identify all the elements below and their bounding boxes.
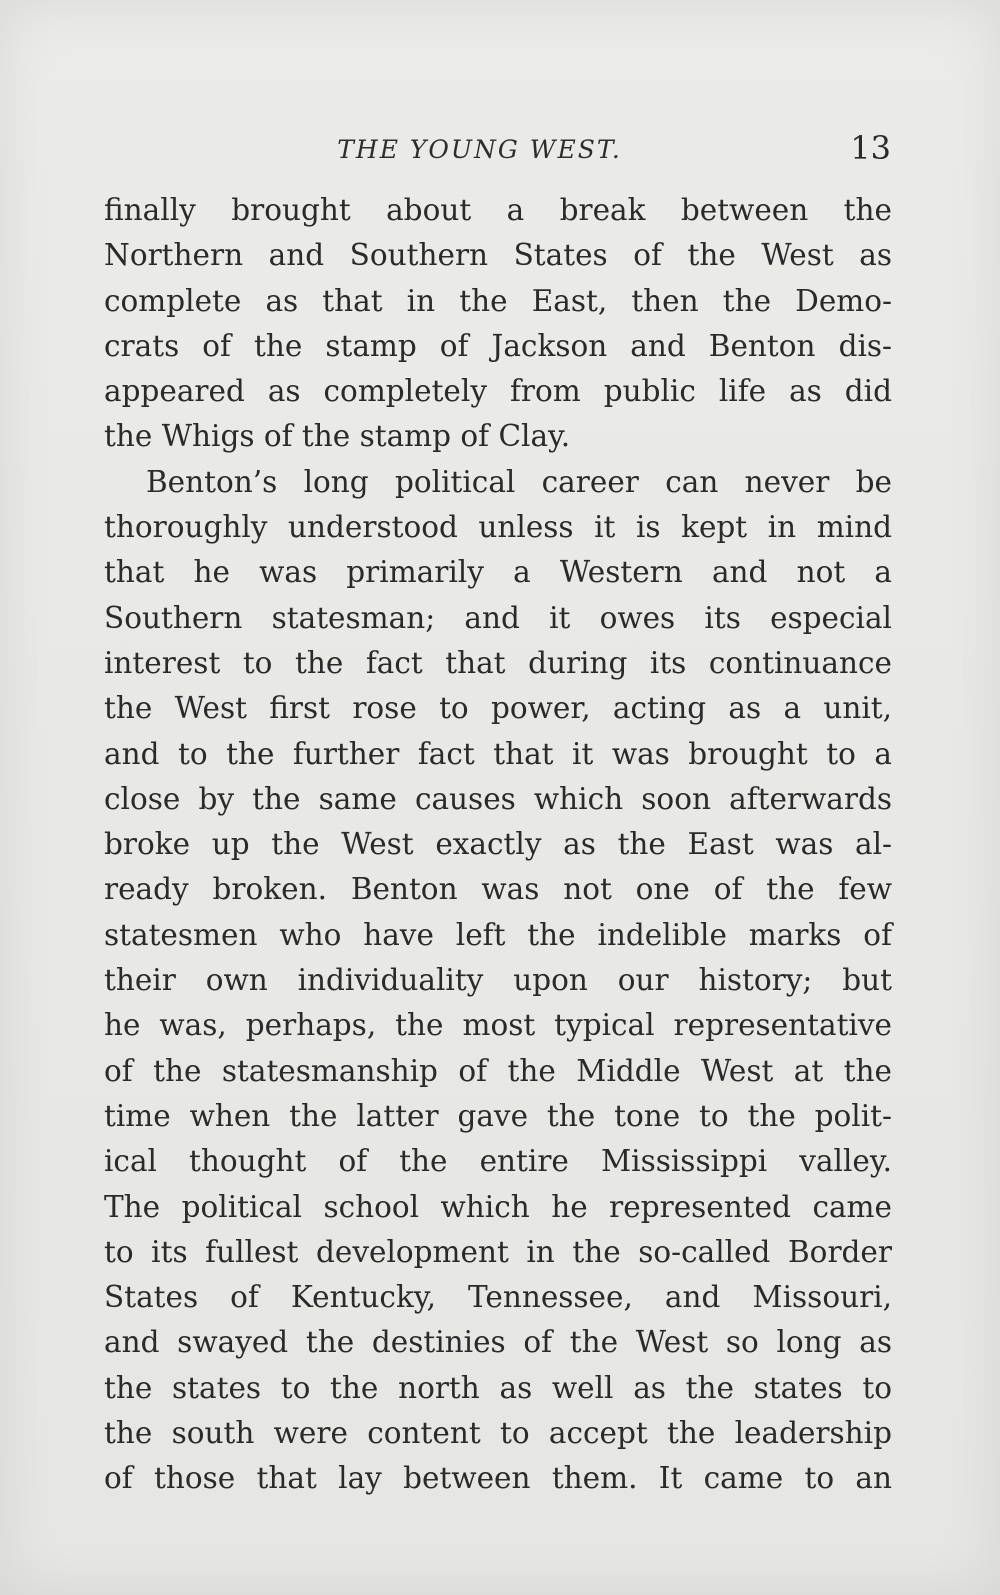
text-line: thoroughly understood unless it is kept in mind <box>104 510 892 545</box>
text-line: ready broken. Benton was not one of the few <box>104 872 892 907</box>
text-line: their own individuality upon our history; but <box>104 963 892 998</box>
text-line: Benton’s long political career can never be <box>146 464 892 499</box>
page-number: 13 <box>850 129 891 167</box>
text-line: States of Kentucky, Tennessee, and Missouri, <box>104 1280 892 1315</box>
page-header <box>108 125 891 175</box>
text-line: broke up the West exactly as the East was al- <box>104 827 892 862</box>
text-line: of the statesmanship of the Middle West at the <box>104 1053 892 1088</box>
text-line: interest to the fact that during its continuance <box>104 645 892 680</box>
text-line: he was, perhaps, the most typical representative <box>104 1008 892 1043</box>
text-line: the states to the north as well as the states to <box>104 1370 892 1405</box>
running-head: THE YOUNG WEST. <box>337 135 622 164</box>
text-line: The political school which he represented came <box>104 1189 892 1224</box>
text-line: statesmen who have left the indelible marks of <box>104 917 892 952</box>
text-line: that he was primarily a Western and not a <box>104 555 892 590</box>
text-line: the Whigs of the stamp of Clay. <box>104 419 571 454</box>
text-line: time when the latter gave the tone to the polit- <box>104 1098 892 1133</box>
text-line: of those that lay between them. It came to an <box>104 1461 892 1496</box>
text-line: to its fullest development in the so-called Border <box>104 1234 892 1269</box>
text-line: close by the same causes which soon afterwards <box>104 781 892 816</box>
text-line: Southern statesman; and it owes its especial <box>104 600 892 635</box>
body-text <box>104 188 892 1502</box>
text-line: complete as that in the East, then the Demo- <box>104 283 892 318</box>
text-line: appeared as completely from public life as did <box>104 374 892 409</box>
text-line: the south were content to accept the leadership <box>104 1416 892 1451</box>
text-line: and to the further fact that it was brought to a <box>104 736 892 771</box>
text-line: crats of the stamp of Jackson and Benton dis- <box>104 328 892 363</box>
text-line: ical thought of the entire Mississippi valley. <box>104 1144 892 1179</box>
text-line: finally brought about a break between the <box>104 193 892 227</box>
text-line: and swayed the destinies of the West so long as <box>104 1325 892 1360</box>
text-line: Northern and Southern States of the West as <box>104 238 892 273</box>
text-line: the West first rose to power, acting as a unit, <box>104 691 892 726</box>
